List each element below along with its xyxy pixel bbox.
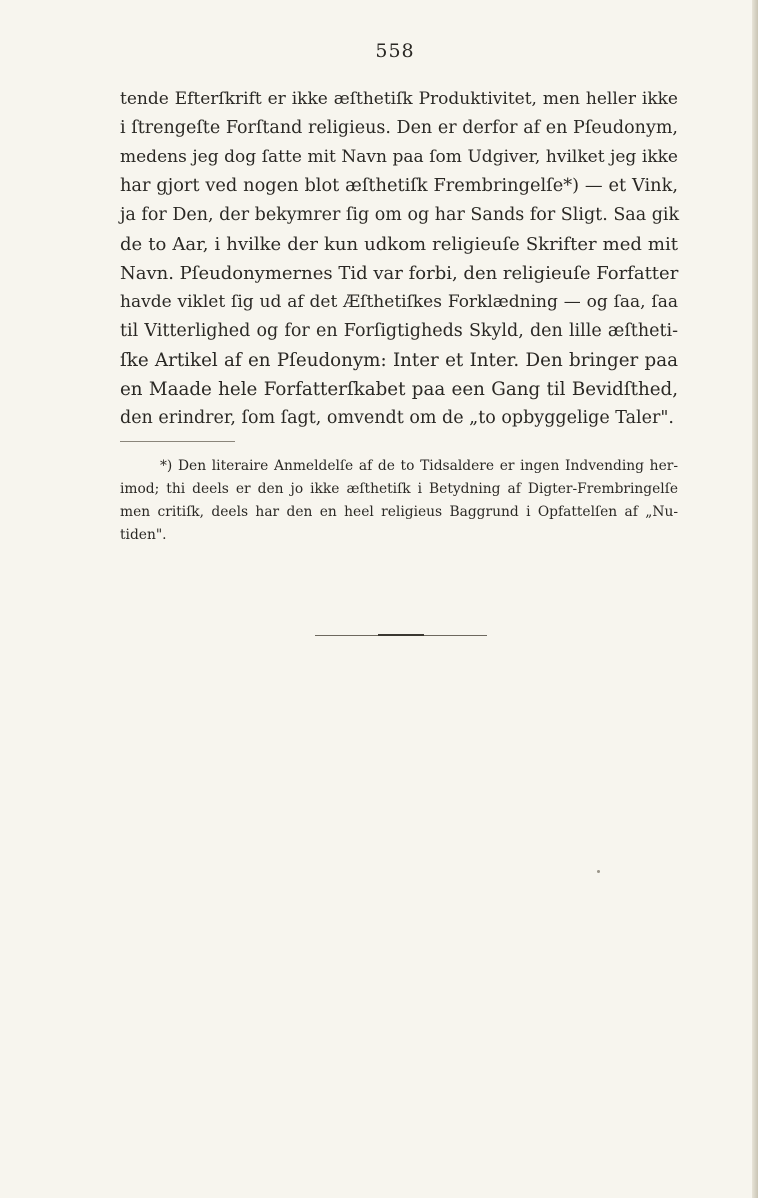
- text-line: medens jeg dog ſatte mit Navn paa ſom Udgiver, hvilket jeg ikke: [120, 147, 678, 167]
- page-number: 558: [375, 40, 415, 62]
- footnote-line: men critiſk, deels har den en heel religieus Baggrund i Opfattelſen af „Nu-: [120, 504, 678, 520]
- end-ornament-center: [378, 634, 424, 636]
- text-line: en Maade hele Forfatterſkabet paa een Gang til Bevidſthed,: [120, 379, 678, 400]
- page-edge: [752, 0, 758, 1198]
- text-line: til Vitterlighed og for en Forſigtigheds Skyld, den lille æſtheti-: [120, 321, 678, 341]
- text-line: den erindrer, ſom ſagt, omvendt om de „to opbyggelige Taler".: [120, 408, 674, 428]
- text-line: ja for Den, der bekymrer ſig om og har Sands for Sligt. Saa gik: [120, 205, 680, 225]
- footnote-separator: [120, 441, 235, 442]
- footnote-line: imod; thi deels er den jo ikke æſthetiſk i Betydning af Digter-Frembringelſe: [120, 481, 678, 497]
- paper-speck: [597, 870, 600, 873]
- text-line: de to Aar, i hvilke der kun udkom religieuſe Skrifter med mit: [120, 234, 678, 255]
- text-line: Navn. Pſeudonymernes Tid var forbi, den religieuſe Forfatter: [120, 263, 679, 284]
- text-line: i ſtrengeſte Forſtand religieus. Den er derfor af en Pſeudonym,: [120, 118, 678, 138]
- footnote-line: *) Den literaire Anmeldelſe af de to Tidsaldere er ingen Indvending her-: [160, 458, 678, 474]
- footnote-line: tiden".: [120, 527, 167, 543]
- text-line: tende Efterſkrift er ikke æſthetiſk Produktivitet, men heller ikke: [120, 89, 678, 109]
- main-text: [120, 85, 678, 433]
- text-line: havde viklet ſig ud af det Æſthetiſkes Forklædning — og ſaa, ſaa: [120, 292, 678, 312]
- text-line: har gjort ved nogen blot æſthetiſk Frembringelſe*) — et Vink,: [120, 176, 678, 196]
- footnote: [120, 455, 678, 547]
- text-line: ſke Artikel af en Pſeudonym: Inter et Inter. Den bringer paa: [120, 350, 678, 371]
